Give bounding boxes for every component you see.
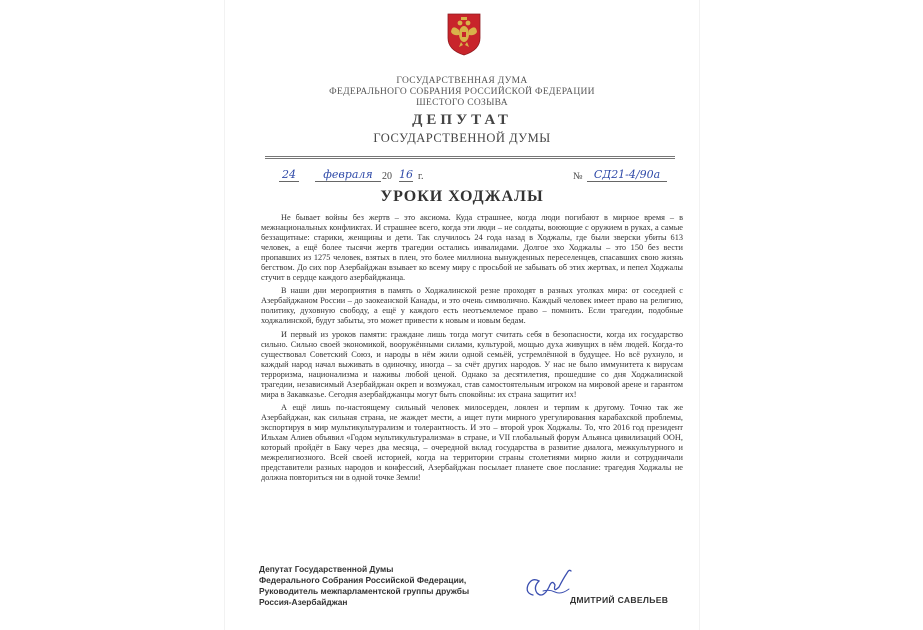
- letter-page: [224, 0, 700, 630]
- date-year-unit: г.: [418, 171, 424, 182]
- paragraph: Не бывает войны без жертв – это аксиома. Куда страшнее, когда люди погибают в мирное время – в межнациональных конфликтах. И страшнее всего, когда эти люди – не солдаты, воюющие с оружием в руках, а самые беззащитные: старики, женщины и дети. Так случилось 24 года назад в Ходжалы, где были зверски убиты 613 человек, а ещё более тысячи жертв трагедии остались инвалидами. Долгое эхо Ходжалы – это 150 без вести пропавших из 1275 человек, взятых в плен, это более миллиона вынужденных переселенцев, спасавших свою жизнь бегством. До сих пор Азербайджан взывает ко всему миру с просьбой не забывать об этих жертвах, и пепел Ходжалы стучит в сердце каждого азербайджанца.: [261, 213, 683, 283]
- date-and-number-line: [273, 168, 673, 184]
- coat-of-arms-icon: [446, 12, 482, 56]
- header-divider: [265, 156, 675, 157]
- header-divider-2: [265, 158, 675, 159]
- number-label: №: [573, 171, 583, 182]
- letter-body: [261, 213, 683, 486]
- signatory-title: [259, 564, 509, 608]
- signatory-line-2: Федерального Собрания Российской Федерации,: [259, 575, 467, 585]
- date-day: 24: [279, 168, 299, 182]
- paragraph: И первый из уроков памяти: граждане лишь тогда могут считать себя в безопасности, когда их государство сильно. Сильно своей экономикой, вооружёнными силами, культурой, мощью духа живущих в нём людей. Когда-то существовал Советский Союз, и народы в нём жили одной семьёй, устремлённой в будущее. Но всё рухнуло, и каждый народ начал выживать в одиночку, иногда – за счёт других народов. У нас не было иммунитета к вирусам терроризма, национализма и наживы любой ценой. Однако за десятилетия, прошедшие со дня Ходжалинской трагедии, независимый Азербайджан окреп и возмужал, став самостоятельным игроком на мировой арене и гарантом мира в Закавказье. Сегодня азербайджанцы могут быть спокойны: их страна защитит их!: [261, 329, 683, 399]
- header-line-1: ГОСУДАРСТВЕННАЯ ДУМА: [396, 76, 528, 86]
- signatory-line-1: Депутат Государственной Думы: [259, 564, 394, 574]
- deputy-heading: ДЕПУТАТ: [412, 112, 512, 128]
- signatory-line-3: Руководитель межпарламентской группы дружбы: [259, 586, 470, 596]
- paragraph: А ещё лишь по-настоящему сильный человек милосерден, лоялен и терпим к другому. Точно так же Азербайджан, как сильная страна, не жаждет мести, а ищет пути мирного урегулирования карабахской проблемы, экспортируя в мир мультикультурализм и толерантность. И это – второй урок Ходжалы. То, что 2016 год президент Ильхам Алиев объявил «Годом мультикультурализма» в стране, и VII глобальный форум Альянса цивилизаций ООН, который пройдёт в Баку через два месяца, – очередной вклад государства в развитие диалога, межкультурного и межрелигиозного. Всей своей историей, когда на территории страны столетиями мирно жили и сотрудничали представители разных народов и конфессий, Азербайджан посылает планете свое послание: трагедия Ходжалы не должна повториться ни в одной точке Земли!: [261, 402, 683, 483]
- letter-title: УРОКИ ХОДЖАЛЫ: [380, 188, 544, 205]
- signatory-name: ДМИТРИЙ САВЕЛЬЕВ: [570, 595, 669, 605]
- date-year-suffix: 16: [399, 168, 413, 181]
- date-year-prefix: 20: [382, 171, 392, 182]
- date-month: февраля: [315, 168, 381, 182]
- document-number: СД21-4/90а: [587, 168, 667, 182]
- header-line-3: ШЕСТОГО СОЗЫВА: [416, 98, 508, 108]
- signatory-line-4: Россия-Азербайджан: [259, 597, 348, 607]
- deputy-subheading: ГОСУДАРСТВЕННОЙ ДУМЫ: [373, 131, 551, 145]
- header-line-2: ФЕДЕРАЛЬНОГО СОБРАНИЯ РОССИЙСКОЙ ФЕДЕРАЦИИ: [329, 87, 595, 97]
- paragraph: В наши дни мероприятия в память о Ходжалинской резне проходят в разных уголках мира: от соседней с Азербайджаном России – до заокеанской Канады, и это очень символично. Каждый человек имеет право на религию, политику, духовную свободу, а ещё у каждого есть неотъемлемое право – помнить. Если трагедии, подобные ходжалинской, будут забыты, это может привести к новым и новым бедам.: [261, 286, 683, 326]
